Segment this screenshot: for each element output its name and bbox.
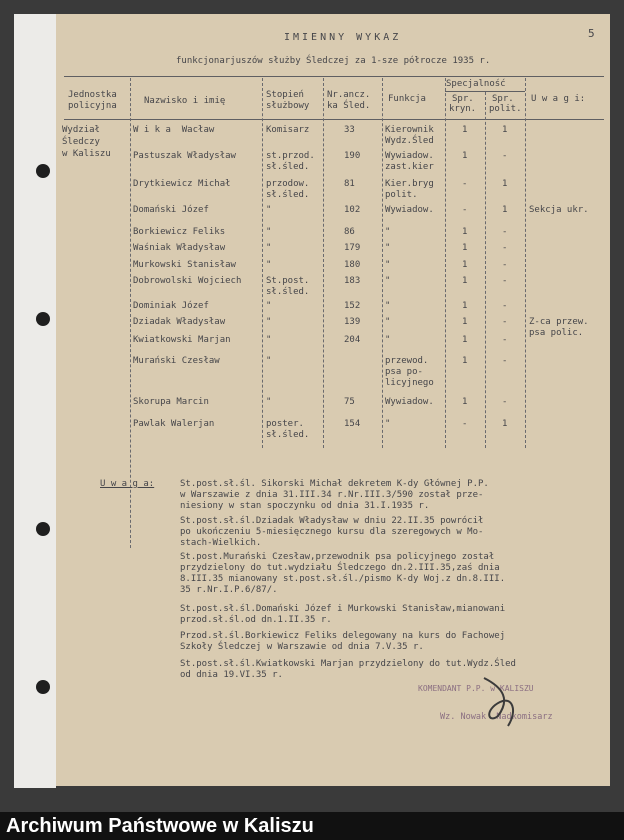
cell-spr-kryn: 1 bbox=[462, 227, 468, 237]
cell-function: " bbox=[385, 243, 391, 253]
handwritten-signature bbox=[478, 670, 528, 730]
header-rank: Stopień bbox=[266, 90, 304, 100]
table-top-rule bbox=[64, 76, 604, 77]
column-rule bbox=[485, 92, 486, 448]
cell-spr-kryn: - bbox=[462, 179, 468, 189]
cell-spr-kryn: 1 bbox=[462, 397, 468, 407]
cell-function: Wywiadow. bbox=[385, 151, 434, 161]
cell-number: 86 bbox=[344, 227, 355, 237]
cell-spr-polit: - bbox=[502, 151, 508, 161]
header-bottom-rule bbox=[64, 119, 604, 120]
cell-rank: " bbox=[266, 260, 272, 270]
note-line: St.post.Murański Czesław,przewodnik psa policyjnego został bbox=[180, 552, 495, 562]
cell-function: " bbox=[385, 260, 391, 270]
column-rule bbox=[262, 78, 263, 448]
cell-rank: " bbox=[266, 356, 272, 366]
cell-number: 152 bbox=[344, 301, 361, 311]
cell-remarks: psa polic. bbox=[529, 328, 584, 338]
cell-spr-kryn: 1 bbox=[462, 276, 468, 286]
punch-hole bbox=[36, 680, 50, 694]
column-rule bbox=[130, 78, 131, 548]
document-title: IMIENNY WYKAZ bbox=[284, 32, 402, 43]
official-stamp: KOMENDANT P.P. w KALISZU bbox=[418, 684, 534, 693]
header-specialty: Specjalność bbox=[446, 79, 506, 89]
cell-rank: sł.śled. bbox=[266, 190, 310, 200]
header-function: Funkcja bbox=[388, 94, 426, 104]
cell-name: Pawlak Walerjan bbox=[133, 419, 215, 429]
cell-spr-polit: - bbox=[502, 335, 508, 345]
cell-spr-kryn: 1 bbox=[462, 125, 468, 135]
cell-function: psa po- bbox=[385, 367, 423, 377]
header-spr-polit: polit. bbox=[489, 104, 522, 114]
note-line: 8.III.35 mianowany st.post.sł.śl./pismo K-dy Woj.z dn.8.III. bbox=[180, 574, 506, 584]
cell-name: Waśniak Władysław bbox=[133, 243, 226, 253]
cell-number: 33 bbox=[344, 125, 355, 135]
cell-function: " bbox=[385, 227, 391, 237]
cell-name: Murański Czesław bbox=[133, 356, 220, 366]
cell-name: Dominiak Józef bbox=[133, 301, 209, 311]
column-rule bbox=[323, 78, 324, 448]
cell-spr-kryn: 1 bbox=[462, 151, 468, 161]
signature-stamp: Wz. Nowak Nadkomisarz bbox=[440, 712, 553, 722]
cell-number: 75 bbox=[344, 397, 355, 407]
cell-function: Kier.bryg bbox=[385, 179, 434, 189]
notes-label: U w a g a: bbox=[100, 479, 155, 489]
cell-rank: sł.śled. bbox=[266, 287, 310, 297]
cell-remarks: Sekcja ukr. bbox=[529, 205, 589, 215]
cell-spr-polit: 1 bbox=[502, 205, 508, 215]
note-line: St.post.sł.śl.Kwiatkowski Marjan przydzielony do tut.Wydz.Śled bbox=[180, 659, 516, 669]
cell-function: polit. bbox=[385, 190, 418, 200]
header-unit: Jednostka bbox=[68, 90, 117, 100]
cell-rank: " bbox=[266, 227, 272, 237]
note-line: Przod.sł.śl.Borkiewicz Feliks delegowany na kurs do Fachowej bbox=[180, 631, 506, 641]
cell-spr-kryn: - bbox=[462, 205, 468, 215]
header-number: Nr.ancz. bbox=[327, 90, 371, 100]
cell-function: zast.kier bbox=[385, 162, 434, 172]
note-line: niesiony w stan spoczynku od dnia 31.I.1935 r. bbox=[180, 501, 430, 511]
unit-cell: w Kaliszu bbox=[62, 149, 111, 159]
cell-name: Borkiewicz Feliks bbox=[133, 227, 226, 237]
cell-spr-polit: - bbox=[502, 301, 508, 311]
document-subtitle: funkcjonarjuszów służby Śledczej za 1-sze półrocze 1935 r. bbox=[176, 56, 491, 66]
cell-spr-polit: - bbox=[502, 243, 508, 253]
page-number: 5 bbox=[588, 27, 595, 40]
column-rule bbox=[382, 78, 383, 448]
cell-function: przewod. bbox=[385, 356, 429, 366]
cell-name: W i k a Wacław bbox=[133, 125, 215, 135]
cell-spr-polit: 1 bbox=[502, 179, 508, 189]
cell-rank: st.przod. bbox=[266, 151, 315, 161]
cell-function: " bbox=[385, 301, 391, 311]
header-name: Nazwisko i imię bbox=[144, 96, 226, 106]
cell-number: 204 bbox=[344, 335, 361, 345]
cell-rank: " bbox=[266, 301, 272, 311]
column-rule bbox=[445, 78, 446, 448]
cell-spr-polit: - bbox=[502, 276, 508, 286]
cell-name: Dobrowolski Wojciech bbox=[133, 276, 242, 286]
cell-rank: przodow. bbox=[266, 179, 310, 189]
column-rule bbox=[525, 78, 526, 448]
header-spr-kryn: Spr. bbox=[452, 94, 474, 104]
cell-function: " bbox=[385, 276, 391, 286]
cell-spr-polit: - bbox=[502, 260, 508, 270]
cell-name: Skorupa Marcin bbox=[133, 397, 209, 407]
cell-function: Wywiadow. bbox=[385, 205, 434, 215]
cell-number: 154 bbox=[344, 419, 361, 429]
note-line: stach-Wielkich. bbox=[180, 538, 262, 548]
note-line: przod.sł.śl.od dn.1.II.35 r. bbox=[180, 615, 332, 625]
cell-number: 139 bbox=[344, 317, 361, 327]
cell-rank: " bbox=[266, 205, 272, 215]
note-line: przydzielony do tut.wydziału Śledczego dn.2.III.35,zaś dnia bbox=[180, 563, 500, 573]
cell-name: Murkowski Stanisław bbox=[133, 260, 236, 270]
punch-hole bbox=[36, 164, 50, 178]
cell-rank: " bbox=[266, 317, 272, 327]
archive-footer: Archiwum Państwowe w Kaliszu bbox=[0, 812, 624, 840]
unit-cell: Wydział bbox=[62, 125, 100, 135]
cell-spr-kryn: - bbox=[462, 419, 468, 429]
cell-name: Kwiatkowski Marjan bbox=[133, 335, 231, 345]
cell-function: " bbox=[385, 335, 391, 345]
cell-spr-kryn: 1 bbox=[462, 317, 468, 327]
cell-rank: St.post. bbox=[266, 276, 310, 286]
cell-number: 180 bbox=[344, 260, 361, 270]
cell-name: Drytkiewicz Michał bbox=[133, 179, 231, 189]
cell-function: Kierownik bbox=[385, 125, 434, 135]
header-remarks: U w a g i: bbox=[531, 94, 586, 104]
cell-function: Wywiadow. bbox=[385, 397, 434, 407]
cell-function: Wydz.Śled bbox=[385, 136, 434, 146]
unit-cell: Śledczy bbox=[62, 137, 100, 147]
note-line: w Warszawie z dnia 31.III.34 r.Nr.III.3/590 został prze- bbox=[180, 490, 484, 500]
header-unit: policyjna bbox=[68, 101, 117, 111]
cell-rank: sł.śled. bbox=[266, 430, 310, 440]
cell-number: 190 bbox=[344, 151, 361, 161]
cell-name: Pastuszak Władysław bbox=[133, 151, 236, 161]
header-spr-polit: Spr. bbox=[492, 94, 514, 104]
cell-spr-polit: 1 bbox=[502, 125, 508, 135]
cell-spr-polit: 1 bbox=[502, 419, 508, 429]
punch-hole bbox=[36, 312, 50, 326]
note-line: od dnia 19.VI.35 r. bbox=[180, 670, 283, 680]
header-rank: służbowy bbox=[266, 101, 310, 111]
cell-function: " bbox=[385, 419, 391, 429]
binding-strip bbox=[14, 14, 56, 788]
header-spr-kryn: kryn. bbox=[449, 104, 477, 114]
note-line: Szkoły Śledczej w Warszawie od dnia 7.V.35 r. bbox=[180, 642, 424, 652]
cell-spr-kryn: 1 bbox=[462, 335, 468, 345]
note-line: St.post.sł.śl. Sikorski Michał dekretem K-dy Głównej P.P. bbox=[180, 479, 489, 489]
cell-spr-kryn: 1 bbox=[462, 356, 468, 366]
cell-spr-polit: - bbox=[502, 317, 508, 327]
cell-remarks: Z-ca przew. bbox=[529, 317, 589, 327]
cell-spr-polit: - bbox=[502, 356, 508, 366]
cell-rank: Komisarz bbox=[266, 125, 310, 135]
cell-spr-kryn: 1 bbox=[462, 243, 468, 253]
cell-spr-kryn: 1 bbox=[462, 301, 468, 311]
cell-rank: " bbox=[266, 243, 272, 253]
cell-name: Dziadak Władysław bbox=[133, 317, 226, 327]
cell-name: Domański Józef bbox=[133, 205, 209, 215]
cell-function: licyjnego bbox=[385, 378, 434, 388]
cell-number: 179 bbox=[344, 243, 361, 253]
note-line: po ukończeniu 5-miesięcznego kursu dla szeregowych w Mo- bbox=[180, 527, 484, 537]
cell-function: " bbox=[385, 317, 391, 327]
cell-rank: poster. bbox=[266, 419, 304, 429]
punch-hole bbox=[36, 522, 50, 536]
cell-spr-polit: - bbox=[502, 227, 508, 237]
cell-rank: sł.śled. bbox=[266, 162, 310, 172]
cell-rank: " bbox=[266, 335, 272, 345]
cell-rank: " bbox=[266, 397, 272, 407]
cell-spr-polit: - bbox=[502, 397, 508, 407]
header-number: ka Śled. bbox=[327, 101, 371, 111]
cell-spr-kryn: 1 bbox=[462, 260, 468, 270]
note-line: St.post.sł.śl.Dziadak Władysław w dniu 22.II.35 powrócił bbox=[180, 516, 484, 526]
cell-number: 81 bbox=[344, 179, 355, 189]
note-line: 35 r.Nr.I.P.6/87/. bbox=[180, 585, 278, 595]
cell-number: 183 bbox=[344, 276, 361, 286]
note-line: St.post.sł.śl.Domański Józef i Murkowski Stanisław,mianowani bbox=[180, 604, 506, 614]
cell-number: 102 bbox=[344, 205, 361, 215]
